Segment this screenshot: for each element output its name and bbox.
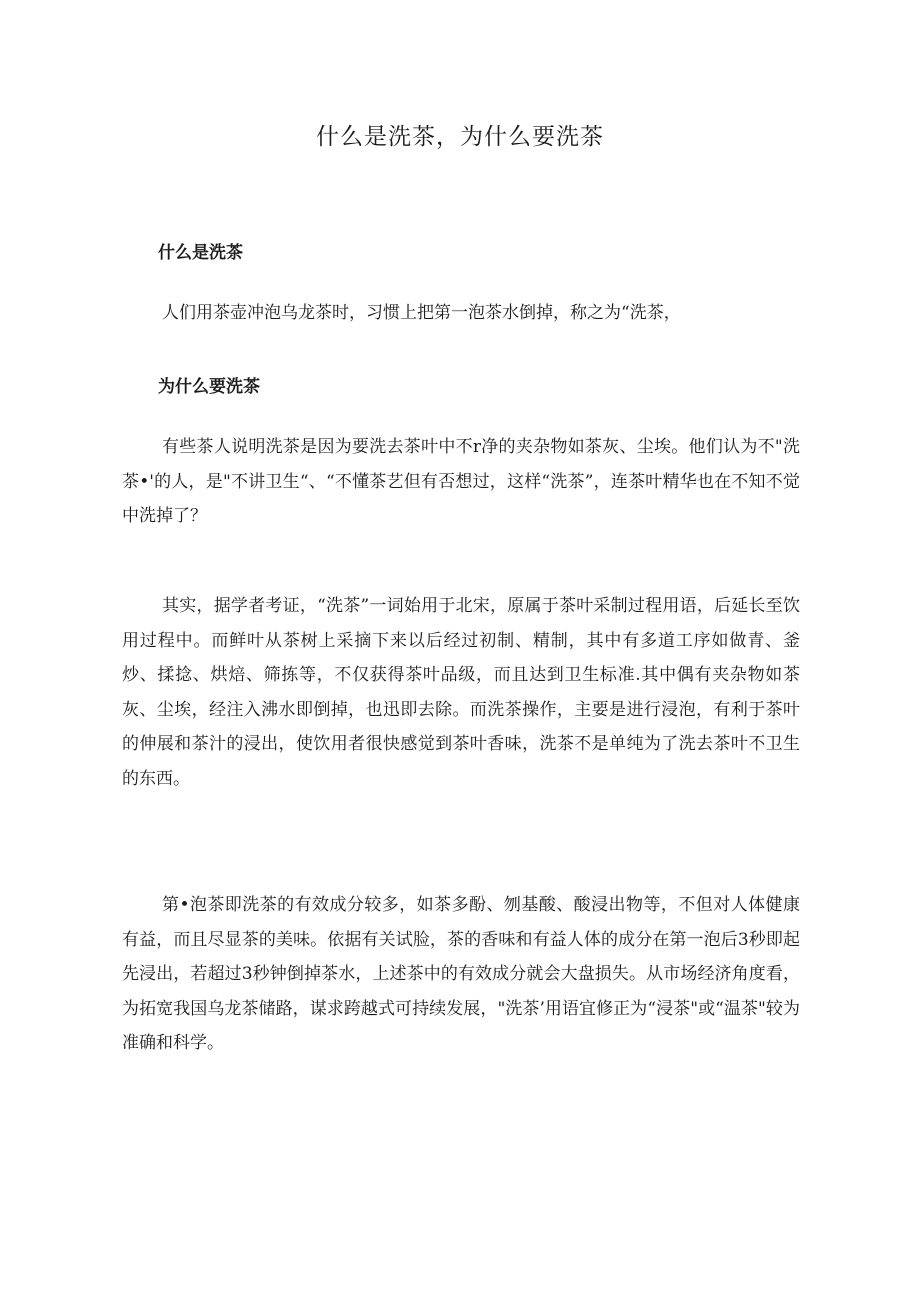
section-heading-why: 为什么要洗茶 [158, 377, 260, 397]
section-heading-what: 什么是洗茶 [158, 243, 243, 263]
paragraph: 有些茶人说明洗茶是因为要洗去茶叶中不r净的夹杂物如茶灰、尘埃。他们认为不"洗茶•'的人，是"不讲卫生“、“不懂茶艺但有否想过，这样“洗茶”，连茶叶精华也在不知不觉中洗掉了？ [122, 437, 800, 526]
paragraph: 第•泡茶即洗茶的有效成分较多，如茶多酚、刎基酸、酸浸出物等，不但对人体健康有益，而且尽显茶的美味。依据有关试脸，茶的香味和有益人体的成分在第一泡后3秒即起先浸出，若超过3秒钟倒掉茶水，上述茶中的有效成分就会大盘损失。从市场经济角度看，为拓宽我国乌龙茶储路，谋求跨越式可持续发展，"洗茶’用语宜修正为“浸茶"或“温茶"较为准确和科学。 [122, 895, 800, 1053]
document-title: 什么是洗茶，为什么要洗茶 [316, 124, 604, 150]
paragraph: 其实，据学者考证，“洗茶”一词始用于北宋，原属于茶叶采制过程用语，后延长至饮用过程中。而鲜叶从茶树上采摘下来以后经过初制、精制，其中有多道工序如做青、釜炒、揉捻、烘焙、筛拣等，不仅获得茶叶品级，而且达到卫生标准.其中偶有夹杂物如茶灰、尘埃，经注入沸水即倒掉，也迅即去除。而洗茶操作，主要是进行浸泡，有利于茶叶的伸展和茶汁的浸出，使饮用者很快感觉到茶叶香味，洗茶不是单纯为了洗去茶叶不卫生的东西。 [122, 596, 800, 789]
paragraph: 人们用茶壶冲泡乌龙茶时，习惯上把第一泡茶水倒掉，称之为“洗茶， [162, 303, 681, 323]
